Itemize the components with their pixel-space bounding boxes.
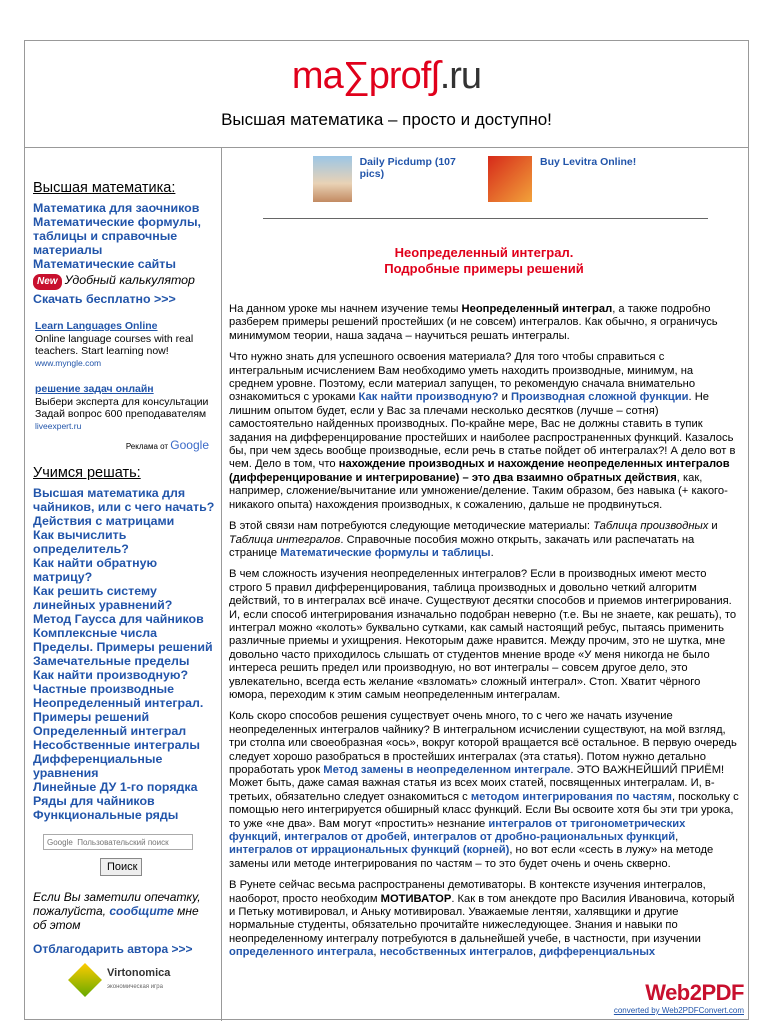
google-logo: Google <box>170 438 209 452</box>
italic-text: Таблица интегралов <box>229 533 341 546</box>
italic-text: Таблица производных <box>593 520 709 533</box>
report-typo-link[interactable]: сообщите <box>109 904 174 918</box>
web2pdf-brand-a: Web <box>645 980 690 1005</box>
sidebar-link[interactable]: Определенный интеграл <box>33 724 187 738</box>
sidebar-link[interactable]: Линейные ДУ 1-го порядка <box>33 780 198 794</box>
text-run: . Как в том анекдоте про Василия Ивановича, который и Петьку мотивировал, и Аньку мотивировал. Уважаемые лентяи, халявщики и другие нормальные студенты, обязательно прочитайте нижеследующее. Знания и навыки по неопределенному интегралу потребуются в дальнейшей учебе, в частности, при изучении <box>229 892 735 945</box>
sidebar-link[interactable]: Метод Гаусса для чайников <box>33 612 204 626</box>
article-title-line1: Неопределенный интеграл. <box>394 245 574 260</box>
bold-text: Неопределенный интеграл <box>461 303 613 315</box>
text-run: , <box>675 831 679 844</box>
site-tagline: Высшая математика – просто и доступно! <box>221 110 552 129</box>
sidebar-link[interactable]: Математика для заочников <box>33 201 200 215</box>
promo-levitra[interactable] <box>488 156 643 202</box>
sidebar-links-learn <box>33 486 215 822</box>
article-link[interactable]: определенного интеграла <box>229 946 374 959</box>
web2pdf-brand-b: 2PDF <box>689 980 744 1005</box>
new-badge: New <box>33 274 62 290</box>
sidebar-link[interactable]: Как вычислить определитель? <box>33 528 129 556</box>
article-paragraph <box>229 303 739 343</box>
promo-link[interactable]: Daily Picdump (107 pics) <box>359 156 456 180</box>
site-header <box>25 41 748 148</box>
sidebar-link[interactable]: Замечательные пределы <box>33 654 190 668</box>
sidebar-link[interactable]: Частные производные <box>33 682 175 696</box>
ad-block <box>33 320 215 432</box>
main-content <box>229 156 739 968</box>
sidebar <box>33 181 215 996</box>
text-run: Коль скоро способов решения существует очень много, то с чего же начать изучение неопределенных интегралов чайнику? В интегральном исчислении существуют, на мой взгляд, три столпа или своеобразная «ось», вокруг которой вращается всё остальное. В первую очередь следует хорошо разобраться в простейших интегралах (эта статья). Потом нужно детально проработать урок <box>229 710 737 776</box>
article-link[interactable]: интегралов от дробей <box>284 831 407 844</box>
sidebar-link[interactable]: Высшая математика для чайников, или с чего начать? <box>33 486 215 514</box>
calculator-link[interactable]: Удобный калькулятор <box>64 273 195 287</box>
sidebar-link[interactable]: Неопределенный интеграл. <box>33 696 204 710</box>
ad-title[interactable]: решение задач онлайн <box>35 383 154 395</box>
promo-picdump[interactable] <box>313 156 468 202</box>
article-link[interactable]: Метод замены в неопределенном интеграле <box>323 764 571 776</box>
text-run: , как, например, сложение/вычитание или умножение/деление. Таким образом, без навыка (+ какого-никакого опыта) нахождения производных, к сожалению, дальше не продвинуться. <box>229 471 728 511</box>
search-button[interactable]: Поиск <box>100 858 142 876</box>
text-run: . <box>490 546 494 559</box>
text-run: , <box>406 831 414 844</box>
article-link[interactable]: интегралов от дробно-рациональных функций <box>413 831 676 844</box>
article-paragraph <box>229 879 739 959</box>
text-run: . Справочные пособия можно открыть, закачать или распечатать на странице <box>229 533 695 559</box>
typo-pre: Если Вы заметили опечатку, пожалуйста, <box>33 890 201 918</box>
thank-author-link[interactable]: Отблагодарить автора >>> <box>33 942 193 956</box>
promo-row <box>313 156 739 202</box>
article-link[interactable]: интегралов от тригонометрических функций <box>229 817 686 844</box>
ad-title[interactable]: Learn Languages Online <box>35 320 158 332</box>
text-run: , <box>373 946 380 959</box>
sidebar-link[interactable]: Как найти производную? <box>33 668 189 682</box>
sidebar-heading-math: Высшая математика: <box>33 180 176 196</box>
sidebar-link[interactable]: Функциональные ряды <box>33 808 179 822</box>
ad-text: Выбери эксперта для консультации Задай вопрос 600 преподавателям <box>35 396 209 420</box>
sidebar-link[interactable]: Как найти обратную матрицу? <box>33 556 158 584</box>
article-link[interactable]: интегралов от иррациональных функций (корней) <box>229 844 510 857</box>
text-run: На данном уроке мы начнем изучение темы <box>229 303 462 315</box>
logo-tld: .ru <box>439 55 482 97</box>
article-paragraph <box>229 568 739 702</box>
text-run: и <box>498 391 511 404</box>
virtonomica-subtitle: экономическая игра <box>107 984 163 990</box>
sidebar-link[interactable]: Пределы. Примеры решений <box>33 640 213 654</box>
text-run: , поскольку с помощью него интегрируется обширный класс функций. Если Вы освоите хотя бы эти три урока, то уже «не два». Вам могут «простить» незнание <box>229 790 739 830</box>
sidebar-link[interactable]: Ряды для чайников <box>33 794 155 808</box>
web2pdf-logo <box>614 980 744 1006</box>
text-run: и <box>708 520 718 533</box>
text-run: В Рунете сейчас весьма распространены демотиваторы. В контексте изучения интегралов, наоборот, просто необходим <box>229 879 706 905</box>
text-run: , но вот если «сесть в лужу» на методе замены или методе интегрирования по частям – то это будет очень и очень скверно. <box>229 844 714 870</box>
promo-thumbnail-book[interactable] <box>488 156 532 202</box>
sidebar-links-math <box>33 201 215 271</box>
article-link[interactable]: Математические формулы и таблицы <box>280 546 491 559</box>
text-run: В этой связи нам потребуются следующие методические материалы: <box>229 520 594 533</box>
column-divider <box>221 147 222 1021</box>
search-input[interactable] <box>43 834 193 850</box>
article-link[interactable]: методом интегрирования по частям <box>470 790 672 803</box>
ad-url[interactable]: liveexpert.ru <box>35 421 82 431</box>
web2pdf-watermark[interactable] <box>614 980 744 1015</box>
sidebar-link[interactable]: Как решить систему линейных уравнений? <box>33 584 173 612</box>
typo-post: мне об этом <box>33 904 199 932</box>
text-run: , <box>277 831 285 844</box>
ad-text: Online language courses with real teachers. Start learning now! <box>35 333 194 357</box>
ad-url[interactable]: www.myngle.com <box>35 358 102 368</box>
article-link[interactable]: Производная сложной функции <box>510 391 689 404</box>
article-title-line2: Подробные примеры решений <box>384 261 584 276</box>
google-ads-text: Реклама от <box>125 442 169 451</box>
sidebar-link[interactable]: Дифференциальные уравнения <box>33 752 163 780</box>
ad-unit[interactable] <box>35 383 215 432</box>
sidebar-link[interactable]: Примеры решений <box>33 710 150 724</box>
promo-link[interactable]: Buy Levitra Online! <box>540 156 637 168</box>
text-run: В чем сложность изучения неопределенных интегралов? Если в производных имеют место строго 5 правил дифференцирования, таблица производных и довольно четкий алгоритм действий, то в интегралах всё иначе. Существуют десятки способов и приемов интегрирования. И, если способ интегрирования изначально подобран неверно (т.е. Вы не знаете, как решать), то интеграл можно «колоть» буквально сутками, как самый настоящий ребус, пытаясь применить различные приемы и ухищрения. Некоторым даже нравится. Между прочим, это не шутка, мне довольно часто приходилось слышать от студентов мнение вроде «У меня никогда не было интереса решить предел или производную, но вот интегралы – совсем другое дело, это увлекательно, всегда есть желание «взломать» сложный интеграл». Стоп. Хватит чёрного юмора, переходим к этим самым неопределенным интегралам. <box>229 568 737 701</box>
article-title <box>229 245 739 277</box>
promo-thumbnail-beach[interactable] <box>313 156 352 202</box>
article-link[interactable]: Как найти производную? <box>358 391 499 404</box>
article-paragraph <box>229 710 739 871</box>
text-run: Что нужно знать для успешного освоения материала? Для того чтобы справиться с интегральным исчислением Вам необходимо уметь находить производные, минимум, на среднем уровне. Поэтому, если материал запущен, то рекомендую сначала внимательно ознакомиться с уроками <box>229 351 696 404</box>
virtonomica-logo-icon <box>68 963 102 997</box>
sidebar-link[interactable]: Математические сайты <box>33 257 176 271</box>
text-run: , а также подробно разберем примеры решений простейших (и не совсем) интегралов. Как обычно, я ограничусь минимумом теории, наша задача – научиться решать интегралы. <box>229 303 718 342</box>
ad-unit[interactable] <box>35 320 215 369</box>
article-link[interactable]: дифференциальных <box>539 946 656 959</box>
sidebar-link[interactable]: Комплексные числа <box>33 626 158 640</box>
converted-by-link[interactable]: converted by Web2PDFConvert.com <box>613 1006 744 1015</box>
bold-text: МОТИВАТОР <box>380 892 452 905</box>
horizontal-rule <box>263 218 708 219</box>
text-run: , <box>533 946 540 959</box>
article-body <box>229 303 739 960</box>
sidebar-heading-learn: Учимся решать: <box>33 465 141 481</box>
article-link[interactable]: несобственных интегралов <box>379 946 533 959</box>
bold-text: нахождение производных и нахождение неопределенных интегралов (дифференцирование и интегрирование) – это два взаимно обратных действия <box>229 458 730 484</box>
typo-note <box>33 890 215 932</box>
logo-text: ma∑prof∫ <box>291 55 440 97</box>
download-link[interactable]: Скачать бесплатно >>> <box>33 292 176 306</box>
sidebar-link[interactable]: Несобственные интегралы <box>33 738 200 752</box>
page-frame <box>24 40 749 1020</box>
article-paragraph <box>229 351 739 512</box>
text-run: . ЭТО ВАЖНЕЙШИЙ ПРИЁМ! Может быть, даже самая важная статья из всех моих статей, посвященных интегралам. И, в-третьих, обязательно следует ознакомиться с <box>229 764 725 803</box>
text-run: . Не лишним опытом будет, если у Вас за плечами несколько десятков (лучше – сотня) самостоятельно найденных производных. По-крайне мере, Вас не должны ставить в тупик задания на дифференцирование простейших и наиболее распространенных функций. Казалось бы, при чем здесь вообще производные, если речь в статье пойдет об интегралах?! А дело вот в чем. Дело в том, что <box>229 391 736 471</box>
virtonomica-banner[interactable] <box>33 964 215 996</box>
site-logo[interactable] <box>25 55 748 98</box>
calculator-row[interactable] <box>33 273 215 290</box>
virtonomica-name: Virtonomica <box>107 967 171 979</box>
google-ads-label[interactable] <box>33 438 209 454</box>
sidebar-link[interactable]: Действия с матрицами <box>33 514 175 528</box>
sidebar-link[interactable]: Математические формулы, таблицы и справочные материалы <box>33 215 201 257</box>
article-paragraph <box>229 520 739 560</box>
